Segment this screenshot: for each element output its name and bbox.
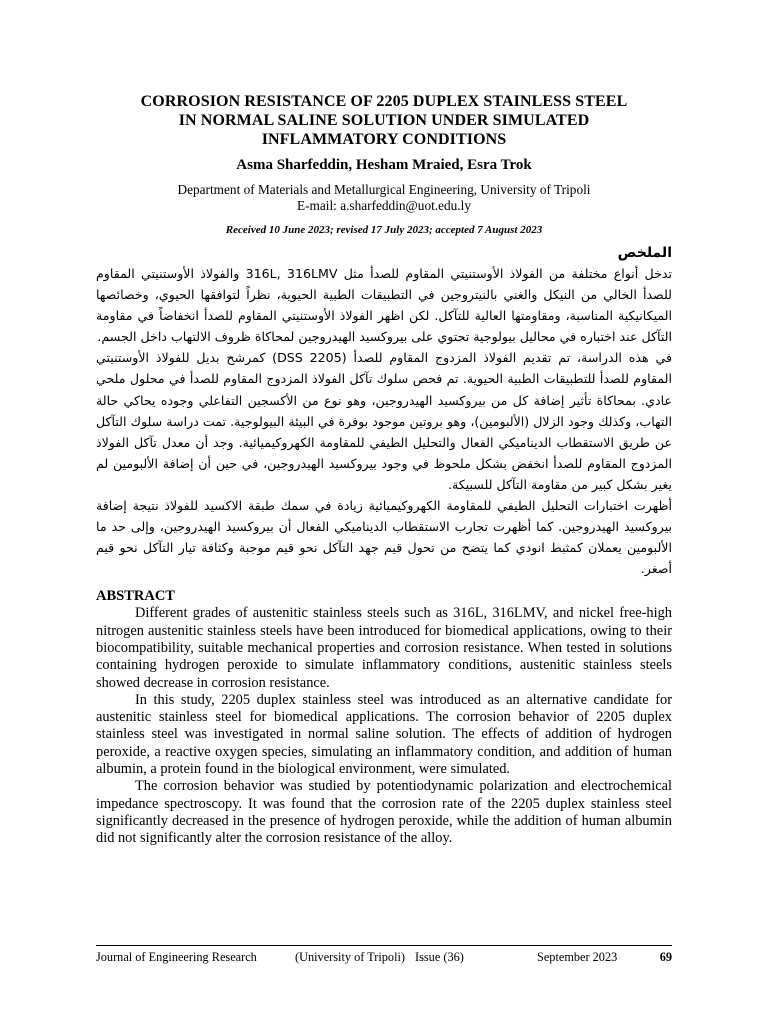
page-footer — [96, 949, 672, 965]
abstract-paragraph-3: The corrosion behavior was studied by potentiodynamic polarization and electrochemical impedance spectroscopy. It was found that the corrosion rate of the 2205 duplex stainless steel significantly decreased in the presence of hydrogen peroxide, while the addition of human albumin did not significantly alter the corrosion resistance of the alloy. — [96, 778, 672, 847]
footer-rule — [96, 945, 672, 946]
paper-page — [96, 0, 673, 964]
title-line-1: CORROSION RESISTANCE OF 2205 DUPLEX STAINLESS STEEL — [140, 93, 628, 110]
author-list: Asma Sharfeddin, Hesham Mraied, Esra Trok — [236, 157, 532, 173]
abstract-paragraph-1: Different grades of austenitic stainless steels such as 316L, 316LMV, and nickel free-high nitrogen austenitic stainless steels have been introduced for biomedical applications, owing to their biocompatibility, suitable mechanical properties and corrosion resistance. When tested in solutions containing hydrogen peroxide to simulate inflammatory conditions, austenitic stainless steels showed decrease in corrosion resistance. — [96, 605, 672, 691]
affiliation — [96, 182, 672, 214]
department: Department of Materials and Metallurgical Engineering, University of Tripoli — [177, 182, 591, 197]
page-number: 69 — [659, 950, 672, 964]
footer-date: September 2023 — [537, 950, 618, 964]
abstract-heading: ABSTRACT — [96, 588, 175, 605]
received-dates: Received 10 June 2023; revised 17 July 2023; accepted 7 August 2023 — [225, 224, 543, 236]
title-line-2: IN NORMAL SALINE SOLUTION UNDER SIMULATED — [178, 112, 590, 129]
abstract-paragraph-2: In this study, 2205 duplex stainless steel was introduced as an alternative candidate for austenitic stainless steel for biomedical applications. The corrosion behavior of 2205 duplex stainless steel was investigated in normal saline solution. The effects of addition of hydrogen peroxide, a reactive oxygen species, simulating an inflammatory condition, and addition of human albumin, a protein found in the biological environment, were simulated. — [96, 691, 672, 778]
arabic-paragraph-1: تدخل أنواع مختلفة من الفولاذ الأوستنيتي المقاوم للصدأ مثل 316L, 316LMV والفولاذ الأوستنيتي المقاوم للصدأ الخالي من النيكل والغني بالنيتروجين في التطبيقات الطبية الحيوية، نظراً لتوافقها الحيوي، وخصائصها الميكانيكية المناسبة، ومقاومتها العالية للتآكل. لكن اظهر الفولاذ الأوستنيتي المقاوم للصدأ انخفاضاً في مقاومة التآكل عند اختباره في محاليل بيولوجية تحتوي على بيروكسيد الهيدروجين لمحاكاة ظروف الالتهاب داخل الجسم. — [96, 266, 672, 345]
footer-university: (University of Tripoli) — [295, 950, 405, 964]
email: E-mail: a.sharfeddin@uot.edu.ly — [297, 198, 471, 213]
footer-issue: Issue (36) — [415, 950, 464, 964]
arabic-paragraph-2: في هذه الدراسة، تم تقديم الفولاذ المزدوج المقاوم للصدأ (DSS 2205) كمرشح بديل للفولاذ الأوستنيتي المقاوم للصدأ للتطبيقات الطبية الحيوية. تم فحص سلوك تآكل الفولاذ المزدوج المقاوم للصدأ في محلول ملحي عادي. بمحاكاة تأثير إضافة كل من بيروكسيد الهيدروجين، وهو نوع من الأكسجين التفاعلي وجوده يحاكي حالة التهاب، وكذلك وجود الزلال (الألبومين)، وهو بروتين موجود بوفرة في البيئة البيولوجية. تمت دراسة سلوك التآكل عن طريق الاستقطاب الديناميكي الفعال والتحليل الطيفي للمقاومة الكهروكيميائية. وجد أن معدل تآكل الفولاذ المزدوج المقاوم للصدأ انخفض بشكل ملحوظ في وجود بيروكسيد الهيدروجين، في حين أن إضافة الألبومين لم يغير بشكل كبير من مقاومة التآكل للسبيكة. — [96, 350, 673, 492]
footer-journal: Journal of Engineering Research — [96, 950, 257, 964]
paper-title — [96, 92, 672, 149]
title-line-3: INFLAMMATORY CONDITIONS — [261, 131, 507, 148]
arabic-abstract-heading: الملخص — [617, 245, 672, 261]
arabic-paragraph-3: أظهرت اختبارات التحليل الطيفي للمقاومة الكهروكيميائية زيادة في سمك طبقة الاكسيد للفولاذ نتيجة إضافة بيروكسيد الهيدروجين. كما أظهرت تجارب الاستقطاب الديناميكي الفعال أن بيروكسيد الهيدروجين، وإلى حد ما الألبومين يعملان كمثبط انودي كما يتضح من تحول قيم جهد التآكل نحو قيم موجبة وكثافة تيار التآكل نحو قيم أصغر. — [96, 498, 672, 577]
